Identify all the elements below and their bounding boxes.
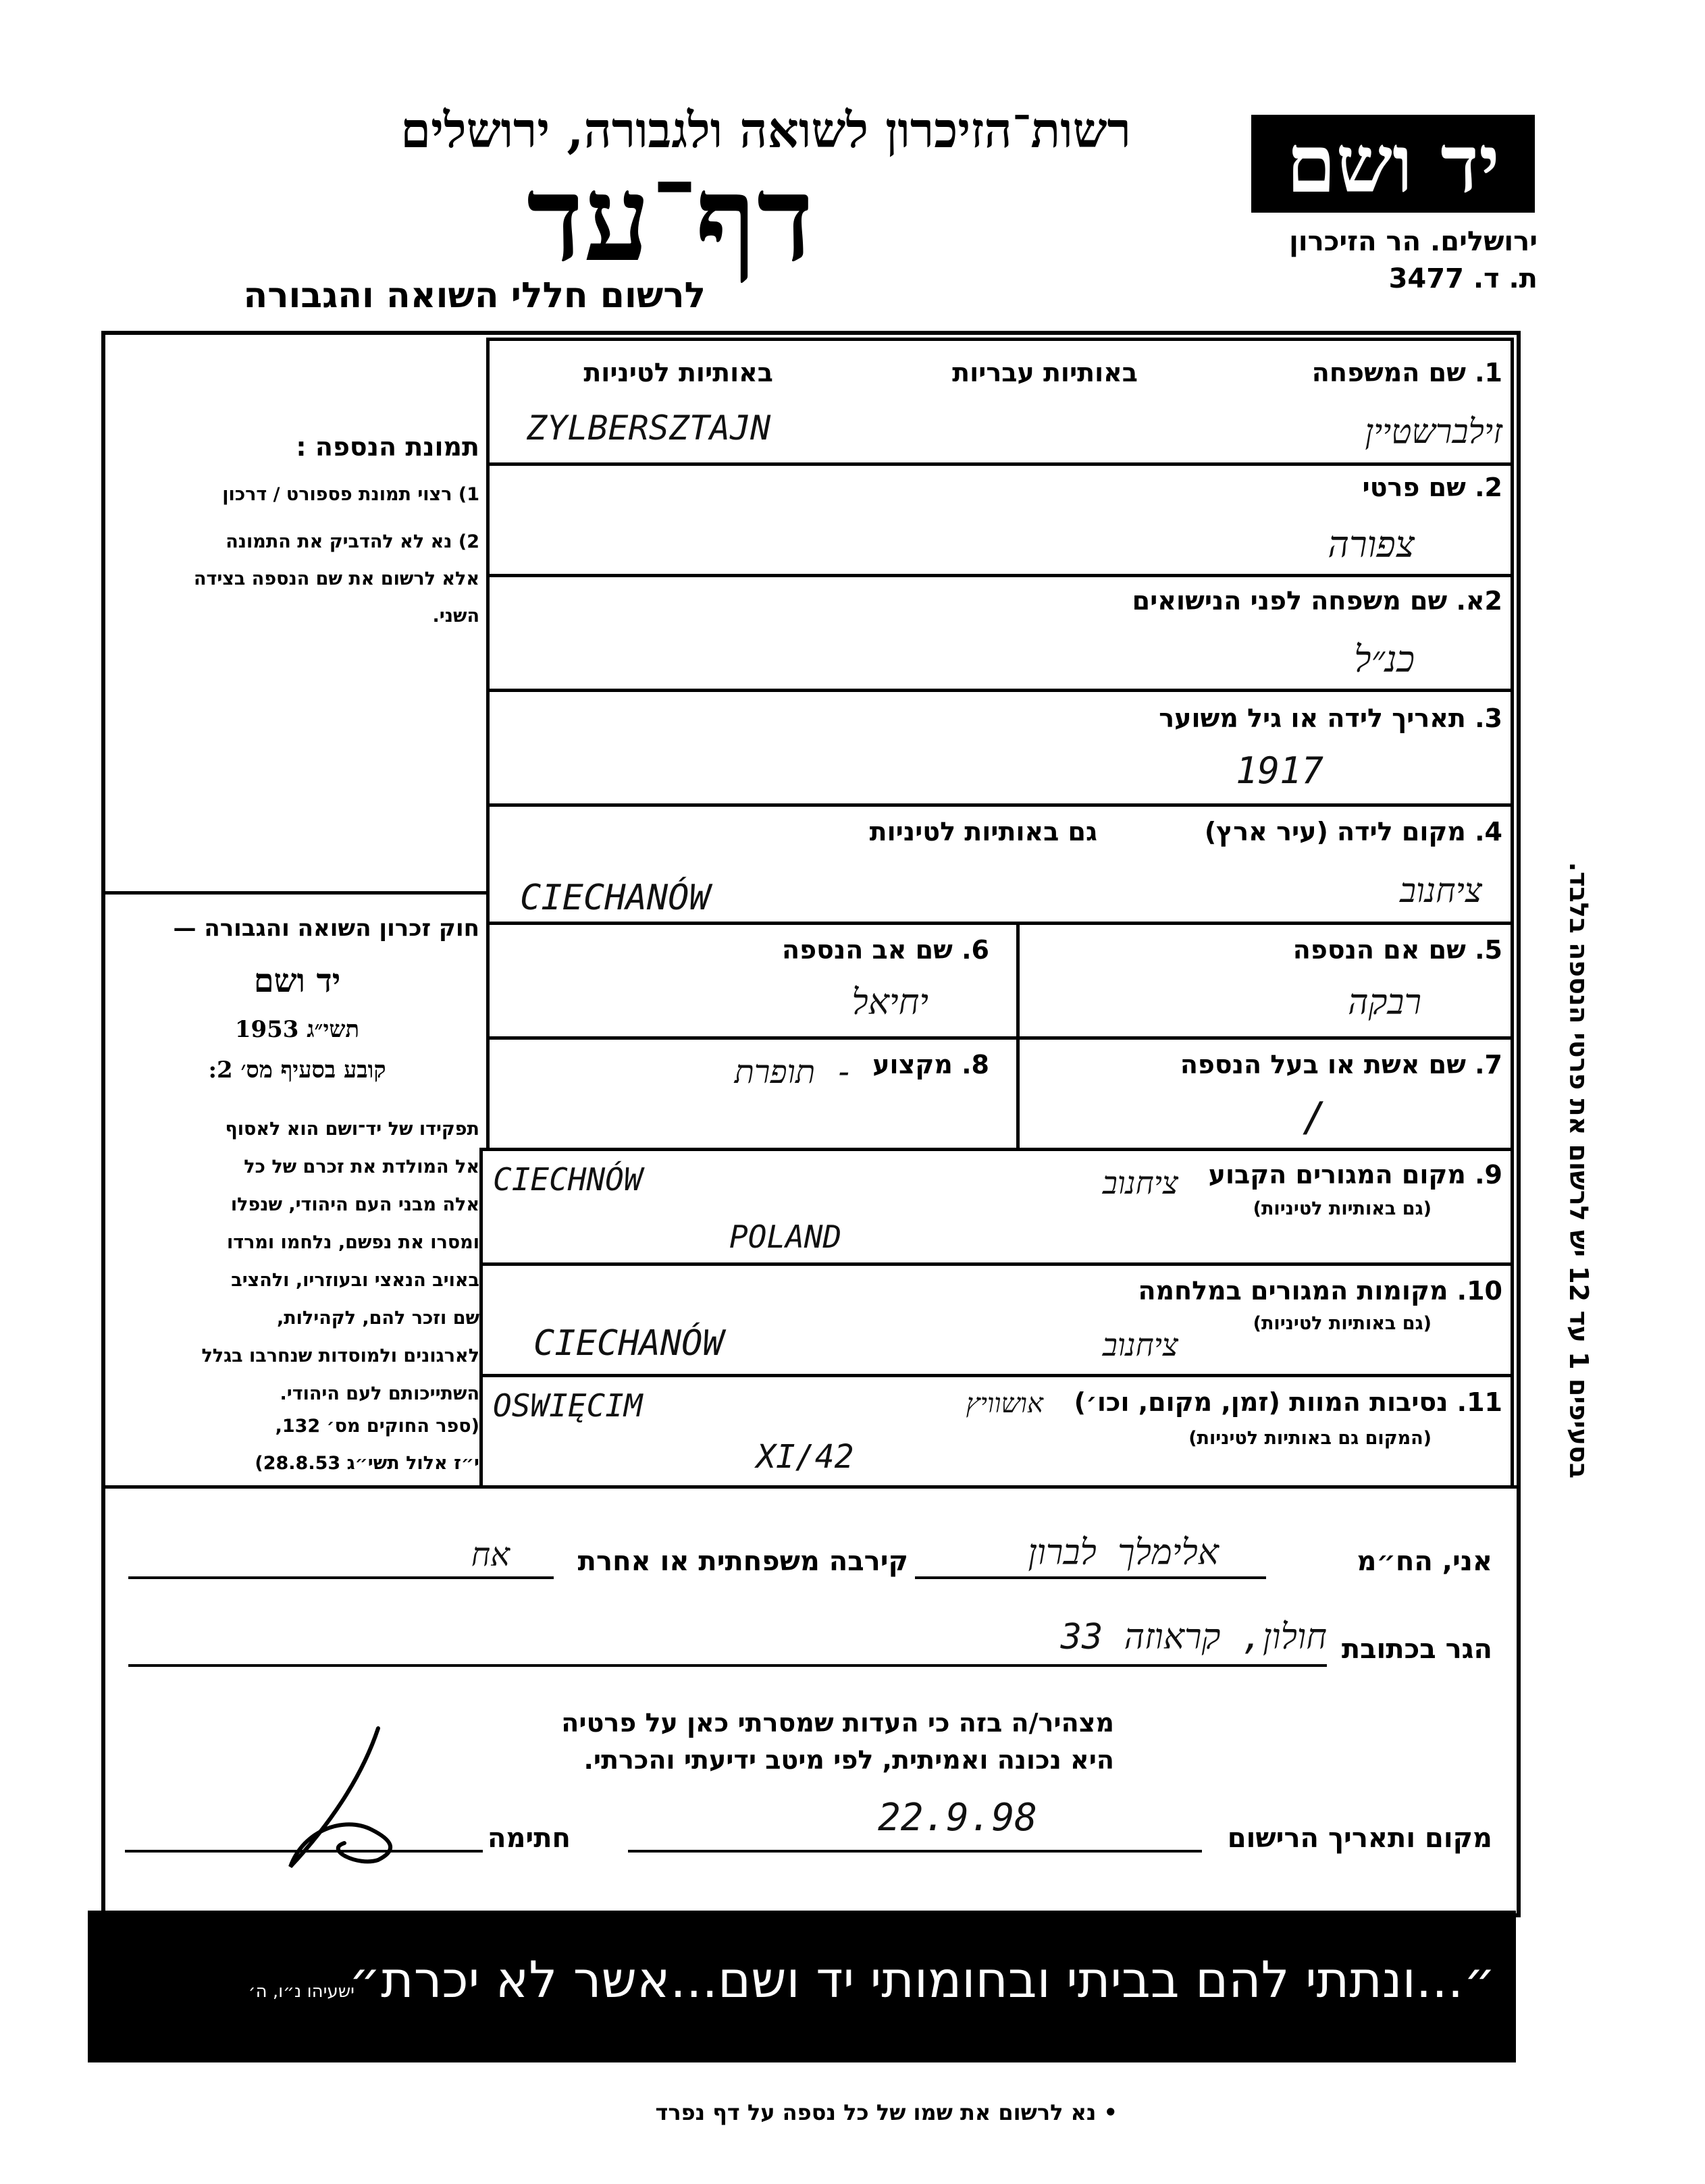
- declaration-address-label: הגר בכתובת: [1341, 1634, 1492, 1665]
- footer-note-text: נא לרשום את שמו של כל נספה על דף נפרד: [655, 2100, 1097, 2125]
- value-residence-latin[interactable]: CIECHNÓW: [493, 1161, 643, 1198]
- value-birth-date[interactable]: 1917: [1236, 749, 1324, 792]
- law-yad-vashem: יד ושם: [253, 962, 341, 1000]
- photo-instruction-1: 1) רצוי תמונת פספורט / דרכון: [222, 484, 479, 505]
- place-date-label: מקום ותאריך הרישום: [1227, 1823, 1492, 1854]
- field-label-latin-letters: באותיות לטיניות: [583, 358, 773, 388]
- photo-instruction-2b: אלא לרשום את שם הנספה בצידה: [193, 568, 479, 589]
- address-line: [128, 1664, 1327, 1667]
- law-text-line: תפקידו של יד־ושם הוא לאסוף: [225, 1119, 479, 1140]
- form-title: דף־עד: [526, 150, 814, 288]
- law-text: [105, 1111, 479, 1413]
- value-address[interactable]: חולון, קראוזה 33: [1060, 1617, 1327, 1657]
- value-father-name[interactable]: יחיאל: [851, 982, 928, 1023]
- authority-name: רשות־הזיכרון לשואה ולגבורה, ירושלים: [400, 101, 1131, 159]
- field-label-wartime-residence: 10. מקומות המגורים במלחמה: [1138, 1276, 1502, 1306]
- value-occupation[interactable]: - תופרת: [734, 1053, 854, 1091]
- field-label-birthplace: 4. מקום לידה (עיר ארץ): [1204, 817, 1502, 847]
- field-sub-permanent-residence: (גם באותיות לטיניות): [1253, 1198, 1432, 1219]
- value-declarant-name[interactable]: אלימלך לברון: [1028, 1533, 1219, 1573]
- field-label-latin-too: גם באותיות לטיניות: [869, 817, 1097, 847]
- value-maiden-name[interactable]: כנ״ל: [1354, 638, 1415, 681]
- field-label-family-name: 1. שם המשפחה: [1311, 358, 1502, 388]
- field-label-first-name: 2. שם פרטי: [1362, 473, 1502, 502]
- value-family-name-latin[interactable]: ZYLBERSZTAJN: [527, 408, 771, 448]
- law-text-line: אל המולדת את זכרם של כל: [244, 1156, 479, 1177]
- law-text-line: ומסרו את נפשם, נלחמו ומרדו: [226, 1232, 479, 1253]
- photo-instruction-2c: השני.: [432, 606, 479, 627]
- value-residence-country[interactable]: POLAND: [729, 1219, 842, 1255]
- law-text-line: שם וזכר להם, לקהילות,: [276, 1308, 479, 1329]
- law-text-line: לארגונים ולמוסדות שנחרבו בגלל: [201, 1346, 479, 1366]
- law-text-line: השתייכותם לעם היהודי.: [280, 1383, 479, 1404]
- left-column-divider: [101, 891, 490, 895]
- value-death-place-latin[interactable]: OSWIĘCIM: [493, 1387, 643, 1424]
- logo-address: ירושלים. הר הזיכרון: [1289, 226, 1538, 257]
- law-year: תשי״ג 1953: [234, 1016, 360, 1043]
- side-note: בסעיפים 1 עד 12 יש לרשום את פרטי הנספה בלבד.: [1564, 861, 1594, 1479]
- field-sub-death-circumstances: (המקום גם באותיות לטיניות): [1188, 1428, 1432, 1449]
- law-reference: (ספר החוקים מס׳ 132,: [275, 1416, 479, 1437]
- law-section: קובע בסעיף מס׳ 2:: [208, 1057, 386, 1084]
- declaration-statement-2: היא נכונה ואמיתית, לפי מיטב ידיעתי והכרתי.: [583, 1745, 1114, 1775]
- banner-source: ישעיהו נ״ו, ה׳: [248, 1981, 355, 2002]
- value-spouse-name[interactable]: /: [1302, 1094, 1327, 1141]
- value-birthplace-latin[interactable]: CIECHANÓW: [520, 878, 710, 918]
- place-date-line: [628, 1850, 1202, 1853]
- footer-bullet: •: [1096, 2100, 1118, 2125]
- signature-mark[interactable]: [263, 1715, 439, 1877]
- declaration-relation-label: קירבה משפחתית או אחרת: [577, 1546, 908, 1577]
- law-text-line: באויב הנאצי ובעוזריו, ולהציב: [231, 1270, 479, 1291]
- law-text-line: אלה מבני העם היהודי, שנפלו: [230, 1194, 479, 1215]
- value-place-date[interactable]: 22.9.98: [878, 1796, 1038, 1840]
- value-birthplace-hebrew[interactable]: ציחנוב: [1399, 871, 1482, 910]
- declaration-prefix: אני, הח״מ: [1357, 1546, 1492, 1577]
- yad-vashem-logo: יד ושם: [1251, 115, 1535, 213]
- value-wartime-hebrew[interactable]: ציחנוב: [1102, 1327, 1178, 1363]
- field-label-hebrew-letters: באותיות עבריות: [952, 358, 1138, 388]
- value-death-date[interactable]: XI/42: [756, 1438, 854, 1476]
- declarant-name-line: [915, 1576, 1266, 1579]
- value-family-name-hebrew[interactable]: זילברשטיין: [1365, 412, 1502, 451]
- value-relation[interactable]: אח: [471, 1536, 510, 1574]
- field-label-spouse-name: 7. שם אשת או בעל הנספה: [1180, 1050, 1502, 1080]
- value-mother-name[interactable]: רבקה: [1348, 982, 1421, 1023]
- relation-line: [128, 1576, 554, 1579]
- law-heading: חוק זכרון השואה והגבורה —: [173, 915, 479, 942]
- footer-note: [656, 2100, 1118, 2125]
- value-first-name[interactable]: צפורה: [1328, 523, 1415, 566]
- value-residence-hebrew[interactable]: ציחנוב: [1102, 1165, 1178, 1201]
- declaration-statement-1: מצהיר/ה בזה כי העדות שמסרתי כאן על פרטיה: [561, 1708, 1114, 1738]
- logo-pobox: ת. ד. 3477: [1388, 263, 1538, 294]
- value-wartime-latin[interactable]: CIECHANÓW: [533, 1323, 724, 1364]
- field-sub-wartime-residence: (גם באותיות לטיניות): [1253, 1313, 1432, 1334]
- field-label-maiden-name: 2א. שם משפחה לפני הנישואים: [1132, 586, 1502, 616]
- field-label-death-circumstances: 11. נסיבות המוות (זמן, מקום, וכו׳): [1074, 1387, 1502, 1417]
- field-label-father-name: 6. שם אב הנספה: [782, 935, 989, 965]
- photo-instruction-2: 2) נא לא להדביק את התמונה: [226, 531, 479, 552]
- value-death-place-hebrew[interactable]: אושוויץ: [966, 1388, 1043, 1419]
- banner-quote: ״...ונתתי להם בביתי ובחומותי יד ושם...אשר לא יכרת״: [348, 1951, 1496, 2009]
- form-subtitle: לרשום חללי השואה והגבורה: [243, 275, 706, 316]
- field-label-occupation: 8. מקצוע: [872, 1050, 989, 1080]
- field-label-birth-date: 3. תאריך לידה או גיל משוער: [1159, 703, 1502, 733]
- signature-label: חתימה: [487, 1823, 571, 1854]
- law-reference-date: י״ז אלול תשי״ג 28.8.53): [255, 1453, 479, 1474]
- field-label-permanent-residence: 9. מקום המגורים הקבוע: [1208, 1160, 1502, 1190]
- photo-box-title: תמונת הנספה :: [296, 432, 479, 462]
- field-label-mother-name: 5. שם אם הנספה: [1292, 935, 1502, 965]
